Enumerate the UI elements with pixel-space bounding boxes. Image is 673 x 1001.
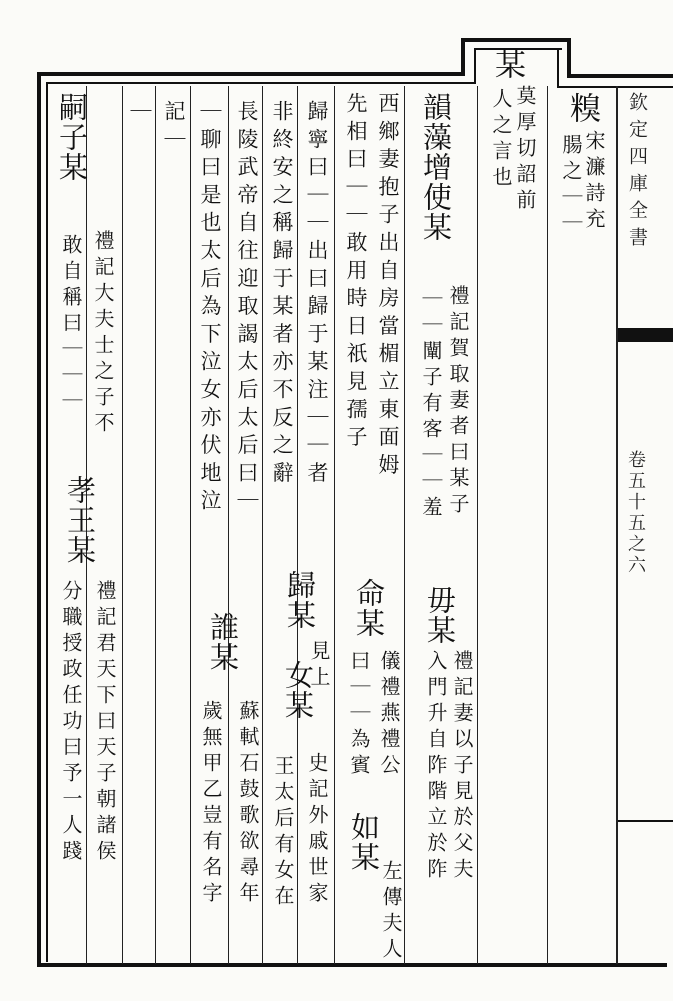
column-divider: [155, 86, 156, 964]
entry-heading: 如某: [347, 812, 381, 872]
column-divider: [190, 86, 191, 964]
entry-heading: 某: [489, 48, 525, 81]
entry-text: 禮記賀取妻者曰某子: [446, 285, 470, 519]
entry-text: 儀禮燕禮公: [377, 650, 401, 780]
entry-text: 歲無甲乙豈有名字: [199, 700, 223, 908]
entry-text: 入門升自阼階立於阼: [424, 650, 448, 884]
entry-text: 歸寧曰｜｜出曰歸于某注｜｜者: [305, 100, 329, 490]
entry-text: 西鄉妻抱子出自房當楣立東面姆: [376, 92, 400, 482]
entry-text: 先相曰｜｜敢用時日祇見孺子: [344, 92, 368, 454]
fish-tail-ornament: [618, 328, 673, 342]
entry-heading: 嗣子某: [55, 92, 89, 182]
entry-text: 禮記君天下曰天子朝諸侯: [93, 580, 117, 866]
entry-text: 禮記妻以子見於父夫: [450, 650, 474, 884]
entry-heading: 韻藻增使某: [419, 92, 453, 242]
spine-divider: [618, 820, 673, 822]
margin-book-title: 欽定四庫全書: [626, 92, 648, 254]
frame-outer-left: [37, 72, 41, 967]
entry-text: ｜｜闡子有客｜｜羞: [419, 288, 443, 522]
entry-text: 王太后有女在: [271, 755, 295, 911]
frame-notch-top: [461, 38, 571, 42]
entry-text: 曰｜｜為賓: [347, 650, 371, 780]
entry-text: 分職授政任功曰予一人踐: [59, 580, 83, 866]
entry-text: 記｜: [162, 100, 186, 156]
frame-notch-right: [567, 38, 571, 78]
frame-notch-right-inner: [557, 48, 559, 88]
entry-heading: 糗: [564, 92, 600, 125]
entry-heading: 命某: [352, 578, 386, 638]
entry-text: 敢自稱曰｜｜｜: [59, 234, 83, 416]
entry-text: ｜: [128, 100, 152, 128]
column-divider: [122, 86, 123, 964]
frame-notch-left-inner: [474, 48, 476, 83]
column-divider: [228, 86, 229, 964]
column-divider: [262, 86, 263, 964]
entry-text: 長陵武帝自往迎取謁太后太后曰｜: [235, 100, 259, 517]
column-divider: [334, 86, 335, 964]
column-divider: [547, 86, 548, 964]
entry-heading: 孝王某: [63, 475, 97, 565]
entry-heading: 女某: [281, 660, 315, 720]
frame-top-right-inner: [557, 86, 673, 88]
entry-heading: 歸某: [283, 570, 317, 630]
entry-heading: 誰某: [206, 612, 240, 672]
frame-inner-left: [46, 82, 48, 962]
frame-bottom: [37, 963, 667, 967]
entry-text: 莫厚切詔前: [513, 85, 537, 215]
entry-text: 非終安之稱歸于某者亦不反之辭: [270, 100, 294, 490]
entry-text: 見上: [307, 640, 331, 692]
entry-text: 人之言也: [489, 88, 513, 192]
margin-volume-number: 卷五十五之六: [625, 450, 646, 576]
entry-text: 腸之｜｜: [559, 134, 583, 238]
entry-text: ｜聊曰是也太后為下泣女亦伏地泣: [198, 100, 222, 517]
entry-text: 禮記大夫士之子不: [91, 230, 115, 438]
frame-top-right: [567, 74, 673, 78]
column-divider: [477, 86, 478, 964]
entry-text: 史記外戚世家: [305, 752, 329, 908]
column-divider: [404, 86, 405, 964]
page-spine: [616, 86, 618, 964]
entry-text: 宋濂詩充: [582, 130, 606, 234]
entry-text: 左傳夫人: [379, 860, 403, 964]
entry-text: 蘇軾石鼓歌欲尋年: [236, 700, 260, 908]
column-divider: [297, 86, 298, 964]
frame-top-inner: [46, 82, 476, 84]
entry-heading: 毋某: [423, 585, 457, 645]
frame-notch-left: [461, 38, 465, 76]
frame-top-left: [37, 72, 465, 76]
